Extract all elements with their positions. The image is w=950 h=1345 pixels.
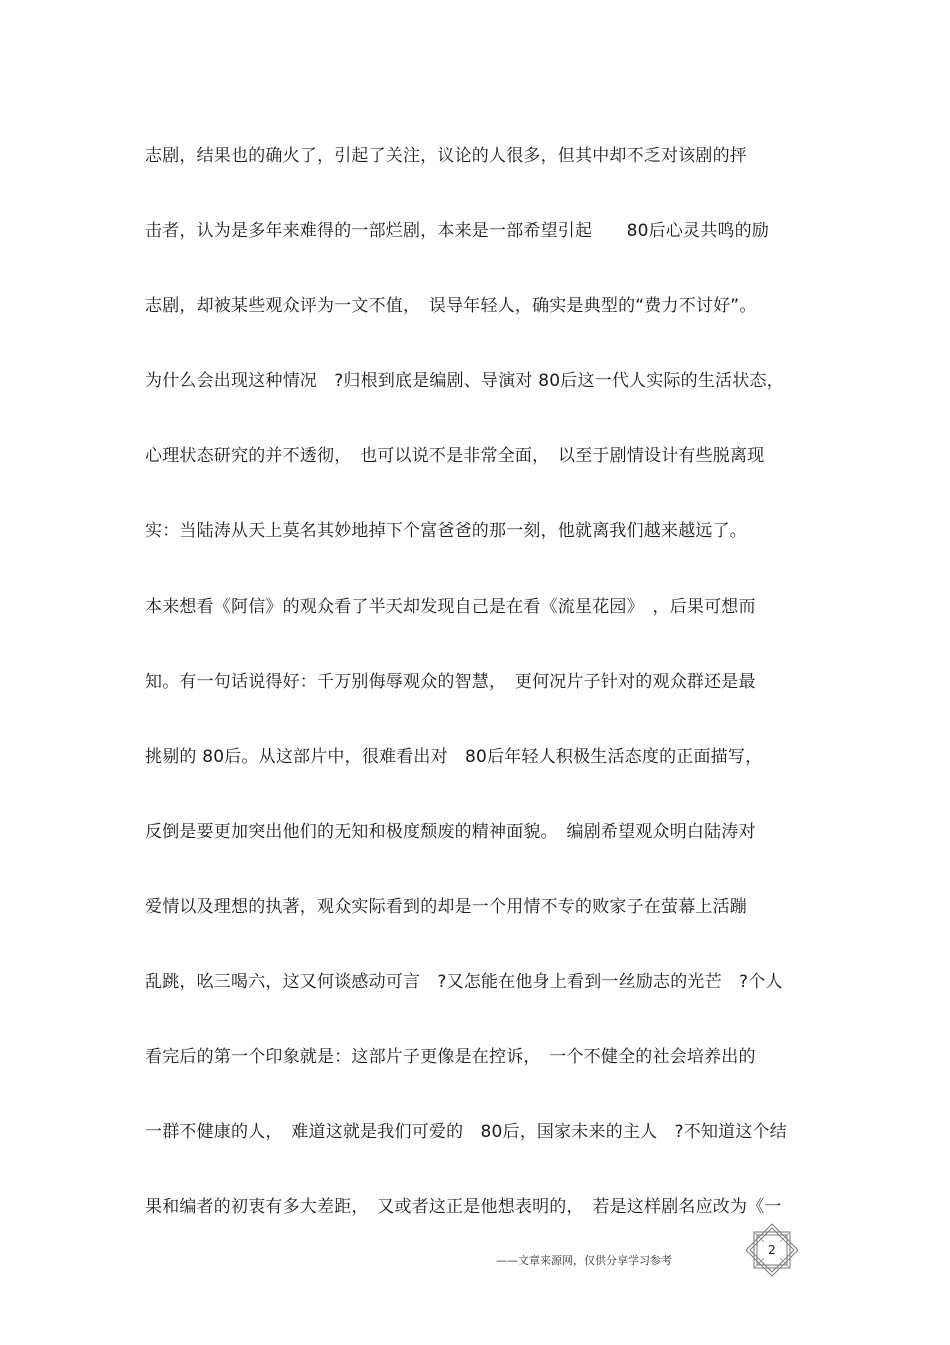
text-line-1: 志剧，结果也的确火了，引起了关注，议论的人很多，但其中却不乏对该剧的抨	[145, 146, 747, 166]
text-line-11: 爱情以及理想的执著，观众实际看到的却是一个用情不专的败家子在萤幕上活蹦	[145, 896, 747, 917]
text-line-4: 为什么会出现这种情况 ?归根到底是编剧、导演对 80后这一代人实际的生活状态，	[145, 371, 784, 392]
text-line-12: 乱跳，吆三喝六，这又何谈感动可言 ?又怎能在他身上看到一丝励志的光芒 ?个人	[145, 972, 783, 993]
text-line-13: 看完后的第一个印象就是：这部片子更像是在控诉， 一个不健全的社会培养出的	[145, 1047, 756, 1068]
text-line-14: 一群不健康的人， 难道这就是我们可爱的 80后，国家未来的主人 ?不知道这个结	[145, 1122, 787, 1143]
page-footer	[0, 1243, 950, 1280]
text-line-5: 心理状态研究的并不透彻， 也可以说不是非常全面， 以至于剧情设计有些脱离现	[145, 446, 765, 467]
page-number: 2	[768, 1243, 776, 1257]
source-note: ——文章来源网，仅供分享学习参考	[496, 1254, 672, 1267]
text-line-6: 实：当陆涛从天上莫名其妙地掉下个富爸爸的那一刻，他就离我们越来越远了。	[145, 521, 747, 542]
body-text	[145, 141, 815, 1267]
text-line-7: 本来想看《阿信》的观众看了半天却发现自己是在看《流星花园》 ，后果可想而	[145, 596, 756, 617]
text-line-10: 反倒是要更加突出他们的无知和极度颓废的精神面貌。 编剧希望观众明白陆涛对	[145, 821, 756, 842]
text-line-15: 果和编者的初衷有多大差距， 又或者这正是他想表明的， 若是这样剧名应改为《一	[145, 1197, 782, 1218]
text-line-2: 击者，认为是多年来难得的一部烂剧，本来是一部希望引起 80后心灵共鸣的励	[145, 221, 770, 242]
text-line-9: 挑剔的 80后。从这部片中，很难看出对 80后年轻人积极生活态度的正面描写，	[145, 746, 763, 767]
text-line-8: 知。有一句话说得好：千万别侮辱观众的智慧， 更何况片子针对的观众群还是最	[145, 671, 756, 692]
page-number-badge	[744, 1222, 800, 1278]
text-line-3: 志剧，却被某些观众评为一文不值， 误导年轻人，确实是典型的“费力不讨好”。	[145, 296, 757, 317]
